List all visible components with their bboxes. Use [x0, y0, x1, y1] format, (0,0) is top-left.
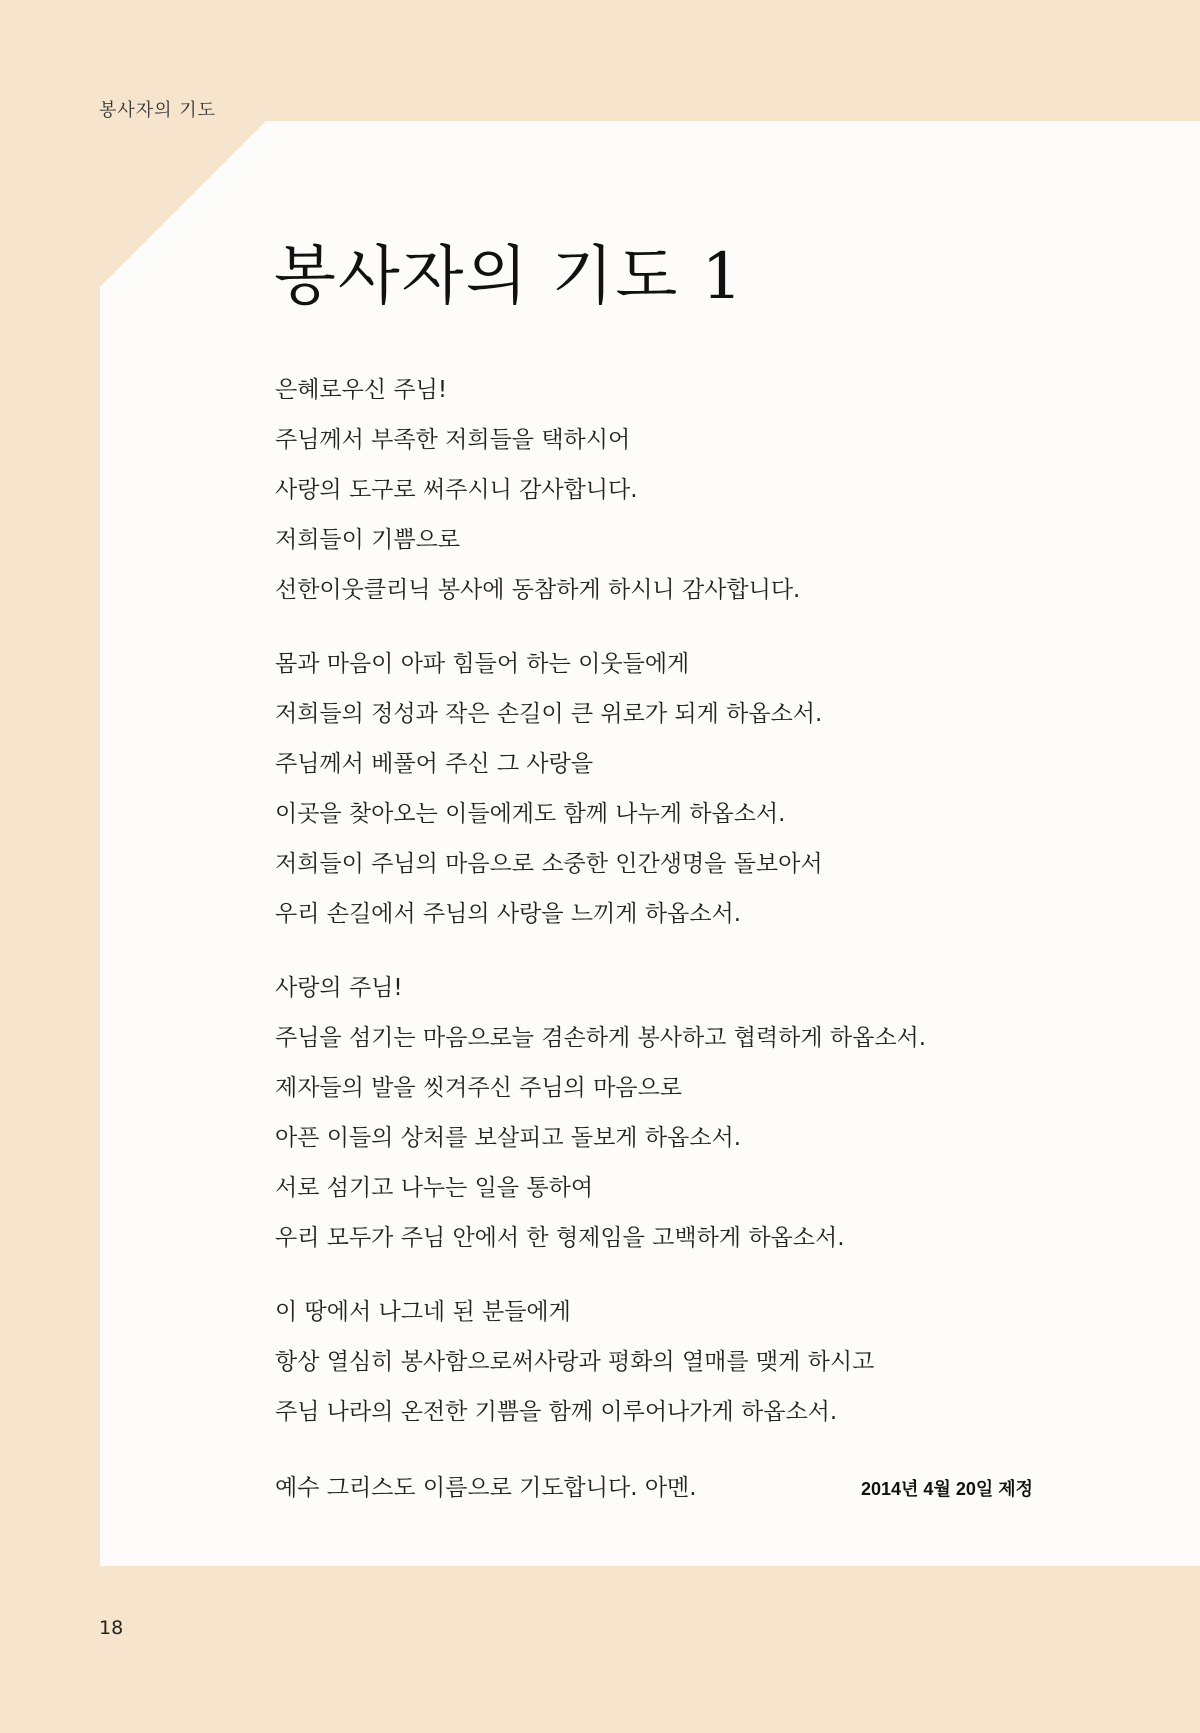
prayer-line: 주님께서 부족한 저희들을 택하시어 [275, 427, 631, 453]
prayer-line: 주님 나라의 온전한 기쁨을 함께 이루어나가게 하옵소서. [275, 1399, 838, 1425]
prayer-line: 우리 모두가 주님 안에서 한 형제임을 고백하게 하옵소서. [275, 1225, 845, 1251]
page-title: 봉사자의 기도 1 [274, 240, 745, 314]
prayer-line: 항상 열심히 봉사함으로써사랑과 평화의 열매를 맺게 하시고 [275, 1349, 875, 1375]
closing-line: 예수 그리스도 이름으로 기도합니다. 아멘. [275, 1475, 697, 1501]
date-note: 2014년 4월 20일 제정 [861, 1479, 1034, 1499]
prayer-line: 저희들의 정성과 작은 손길이 큰 위로가 되게 하옵소서. [275, 701, 823, 727]
prayer-line: 이 땅에서 나그네 된 분들에게 [275, 1299, 571, 1325]
stanza-1 [275, 365, 1035, 615]
prayer-line: 아픈 이들의 상처를 보살피고 돌보게 하옵소서. [275, 1125, 742, 1151]
prayer-line: 서로 섬기고 나누는 일을 통하여 [275, 1175, 594, 1201]
prayer-line: 은혜로우신 주님! [275, 377, 448, 403]
stanza-3 [275, 963, 1035, 1263]
prayer-line: 선한이웃클리닉 봉사에 동참하게 하시니 감사합니다. [275, 577, 801, 603]
prayer-line: 제자들의 발을 씻겨주신 주님의 마음으로 [275, 1075, 682, 1101]
stanza-4 [275, 1287, 1035, 1437]
prayer-line: 사랑의 주님! [275, 975, 403, 1001]
prayer-line: 주님께서 베풀어 주신 그 사랑을 [275, 751, 594, 777]
prayer-line: 주님을 섬기는 마음으로늘 겸손하게 봉사하고 협력하게 하옵소서. [275, 1025, 927, 1051]
prayer-line: 우리 손길에서 주님의 사랑을 느끼게 하옵소서. [275, 901, 742, 927]
prayer-line: 저희들이 기쁨으로 [275, 527, 461, 553]
prayer-line: 사랑의 도구로 써주시니 감사합니다. [275, 477, 638, 503]
prayer-line: 몸과 마음이 아파 힘들어 하는 이웃들에게 [275, 651, 690, 677]
prayer-line: 이곳을 찾아오는 이들에게도 함께 나누게 하옵소서. [275, 801, 786, 827]
prayer-line: 저희들이 주님의 마음으로 소중한 인간생명을 돌보아서 [275, 851, 823, 877]
running-header: 봉사자의 기도 [99, 100, 217, 121]
stanza-2 [275, 639, 1035, 939]
page-number: 18 [99, 1617, 124, 1639]
prayer-body [275, 365, 1035, 1461]
